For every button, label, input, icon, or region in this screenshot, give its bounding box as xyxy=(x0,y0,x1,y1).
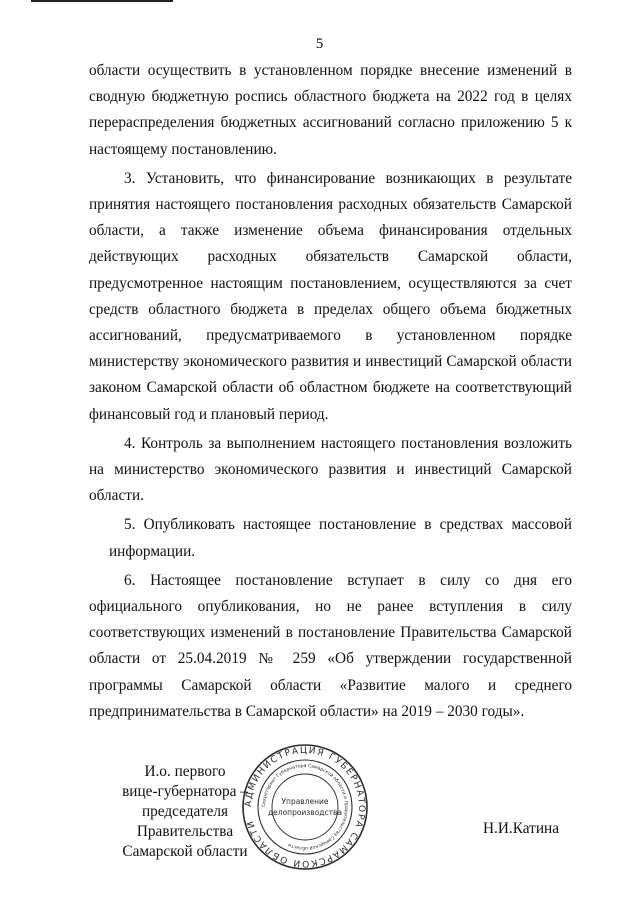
page-number: 5 xyxy=(315,36,324,52)
text-line: предусмотренное настоящим постановлением, осуществляются за счет xyxy=(89,274,572,292)
signatory-title-line: вице-губернатора – xyxy=(122,783,248,800)
text-line: ассигнований, предусматриваемого в установленном порядке xyxy=(89,327,572,345)
text-line: перераспределения бюджетных ассигнований согласно приложению 5 к xyxy=(89,114,572,132)
text-line: средств областного бюджета в пределах общего объема бюджетных xyxy=(89,300,572,318)
text-line: законом Самарской области об областном бюджете на соответствующий xyxy=(89,379,572,397)
text-line: области. xyxy=(89,487,144,505)
text-line: области, а также изменение объема финансирования отдельных xyxy=(89,222,572,240)
stamp-inner-text: Секретариат Губернатора Самарской области и Правительства Самарской области xyxy=(261,763,349,851)
text-line: 5. Опубликовать настоящее постановление в средствах массовой xyxy=(124,516,572,534)
signatory-title-line: председателя Правительства xyxy=(136,803,234,840)
text-line: 6. Настоящее постановление вступает в силу со дня его xyxy=(124,571,572,589)
text-line: действующих расходных обязательств Самарской области, xyxy=(89,248,572,266)
stamp-outer-text: АДМИНИСТРАЦИЯ ГУБЕРНАТОРА САМАРСКОЙ ОБЛАСТИ xyxy=(243,745,367,869)
signatory-name: Н.И.Катина xyxy=(483,820,559,837)
text-line: официального опубликования, но не ранее вступления в силу xyxy=(89,598,572,616)
text-line: финансовый год и плановый период. xyxy=(89,405,329,423)
text-line: области от 25.04.2019 № 259 «Об утверждении государственной xyxy=(89,650,572,668)
signatory-title-line: Самарской области xyxy=(122,843,248,860)
text-line: 4. Контроль за выполнением настоящего постановления возложить xyxy=(124,434,572,452)
text-line: информации. xyxy=(109,542,196,560)
document-body xyxy=(89,58,572,725)
stamp-center-line2: делопроизводства xyxy=(267,808,343,817)
text-line: сводную бюджетную роспись областного бюджета на 2022 год в целях xyxy=(89,88,572,106)
text-line: министерству экономического развития и инвестиций Самарской области xyxy=(89,353,572,371)
text-line: соответствующих изменений в постановление Правительства Самарской xyxy=(89,624,572,642)
text-line: программы Самарской области «Развитие малого и среднего xyxy=(89,676,572,694)
text-line: 3. Установить, что финансирование возникающих в результате xyxy=(124,169,572,187)
text-line: на министерство экономического развития и инвестиций Самарской xyxy=(89,461,572,479)
header-rule xyxy=(31,0,173,2)
official-stamp xyxy=(240,742,370,872)
text-line: области осуществить в установленном порядке внесение изменений в xyxy=(89,62,572,79)
text-line: настоящему постановлению. xyxy=(89,140,277,158)
text-line: предпринимательства в Самарской области» на 2019 – 2030 годы». xyxy=(89,702,525,720)
signatory-title-line: И.о. первого xyxy=(144,763,226,780)
stamp-center-line1: Управление xyxy=(281,797,329,806)
text-line: принятия настоящего постановления расходных обязательств Самарской xyxy=(89,196,572,214)
